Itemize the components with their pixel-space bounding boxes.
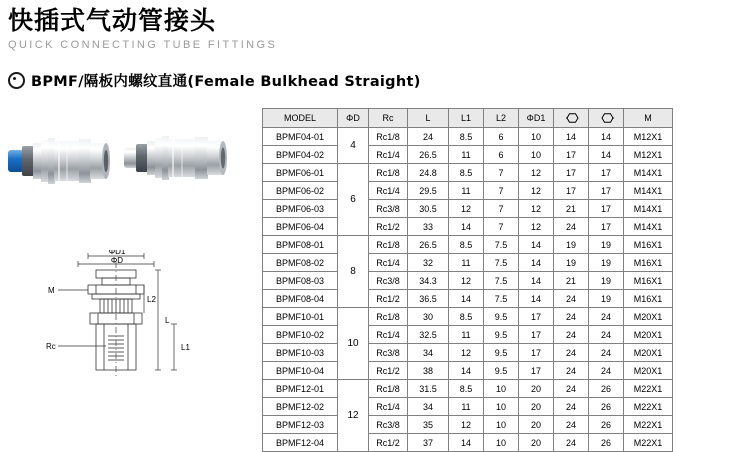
cell-l2: 10 xyxy=(484,380,519,398)
cell-l: 31.5 xyxy=(408,380,449,398)
cell-l1: 11 xyxy=(449,326,484,344)
col-header-d1: ΦD1 xyxy=(519,109,554,128)
cell-hex-2: 24 xyxy=(589,362,624,380)
cell-hex-1: 24 xyxy=(554,416,589,434)
cell-l1: 14 xyxy=(449,290,484,308)
cell-model: BPMF10-02 xyxy=(263,326,338,344)
cell-l: 33 xyxy=(408,218,449,236)
table-header-row xyxy=(263,109,673,128)
cell-hex-2: 17 xyxy=(589,200,624,218)
cell-l2: 10 xyxy=(484,416,519,434)
cell-hex-2: 24 xyxy=(589,344,624,362)
table-row xyxy=(263,380,673,398)
cell-hex-2: 24 xyxy=(589,326,624,344)
cell-hex-1: 24 xyxy=(554,218,589,236)
cell-od: 10 xyxy=(338,308,369,380)
cell-l1: 8.5 xyxy=(449,164,484,182)
cell-model: BPMF08-01 xyxy=(263,236,338,254)
cell-hex-2: 26 xyxy=(589,380,624,398)
cell-model: BPMF10-04 xyxy=(263,362,338,380)
bullet-circle-icon xyxy=(8,72,25,89)
cell-model: BPMF12-01 xyxy=(263,380,338,398)
cell-l2: 10 xyxy=(484,398,519,416)
cell-rc: Rc1/4 xyxy=(369,182,408,200)
cell-l: 34 xyxy=(408,398,449,416)
table-row xyxy=(263,416,673,434)
cell-rc: Rc1/8 xyxy=(369,164,408,182)
cell-od: 8 xyxy=(338,236,369,308)
cell-l: 24 xyxy=(408,128,449,146)
cell-l1: 12 xyxy=(449,416,484,434)
cell-l1: 14 xyxy=(449,434,484,452)
technical-drawing xyxy=(18,250,248,415)
col-header-l: L xyxy=(408,109,449,128)
cell-d1: 17 xyxy=(519,344,554,362)
cell-l1: 8.5 xyxy=(449,236,484,254)
cell-l2: 10 xyxy=(484,434,519,452)
cell-hex-1: 24 xyxy=(554,290,589,308)
technical-drawing-image xyxy=(18,250,248,415)
cell-l2: 7.5 xyxy=(484,236,519,254)
cell-hex-1: 17 xyxy=(554,146,589,164)
cell-l1: 12 xyxy=(449,272,484,290)
cell-hex-1: 24 xyxy=(554,326,589,344)
cell-l2: 6 xyxy=(484,128,519,146)
hex-icon-1 xyxy=(566,113,577,123)
cell-model: BPMF12-02 xyxy=(263,398,338,416)
cell-l1: 8.5 xyxy=(449,308,484,326)
cell-hex-1: 17 xyxy=(554,182,589,200)
cell-l: 37 xyxy=(408,434,449,452)
table-row xyxy=(263,398,673,416)
cell-d1: 20 xyxy=(519,434,554,452)
cell-l1: 8.5 xyxy=(449,380,484,398)
cell-d1: 20 xyxy=(519,380,554,398)
cell-d1: 10 xyxy=(519,146,554,164)
col-header-od: ΦD xyxy=(338,109,369,128)
cell-m: M12X1 xyxy=(624,146,673,164)
cell-hex-1: 14 xyxy=(554,128,589,146)
cell-rc: Rc1/4 xyxy=(369,326,408,344)
cell-l1: 11 xyxy=(449,398,484,416)
spec-table-container xyxy=(262,108,673,452)
cell-d1: 14 xyxy=(519,272,554,290)
cell-d1: 12 xyxy=(519,218,554,236)
cell-l: 32 xyxy=(408,254,449,272)
cell-l2: 7 xyxy=(484,164,519,182)
cell-rc: Rc1/8 xyxy=(369,308,408,326)
dim-label-m: M xyxy=(48,286,55,295)
cell-l: 26.5 xyxy=(408,236,449,254)
cell-model: BPMF08-04 xyxy=(263,290,338,308)
cell-m: M14X1 xyxy=(624,182,673,200)
cell-l1: 11 xyxy=(449,146,484,164)
table-row xyxy=(263,434,673,452)
cell-l2: 9.5 xyxy=(484,362,519,380)
cell-model: BPMF10-03 xyxy=(263,344,338,362)
section-heading-label: BPMF/隔板内螺纹直通(Female Bulkhead Straight) xyxy=(31,74,421,90)
cell-hex-2: 19 xyxy=(589,290,624,308)
cell-d1: 12 xyxy=(519,182,554,200)
cell-m: M16X1 xyxy=(624,254,673,272)
cell-hex-1: 21 xyxy=(554,272,589,290)
cell-od: 12 xyxy=(338,380,369,452)
cell-d1: 12 xyxy=(519,164,554,182)
cell-rc: Rc1/8 xyxy=(369,236,408,254)
col-header-m: M xyxy=(624,109,673,128)
cell-hex-1: 24 xyxy=(554,380,589,398)
table-row xyxy=(263,290,673,308)
cell-m: M14X1 xyxy=(624,200,673,218)
table-row xyxy=(263,182,673,200)
product-photo-image xyxy=(6,104,254,244)
cell-rc: Rc1/2 xyxy=(369,362,408,380)
col-header-rc: Rc xyxy=(369,109,408,128)
cell-l2: 7 xyxy=(484,182,519,200)
cell-l: 29.5 xyxy=(408,182,449,200)
product-photo xyxy=(6,104,254,244)
cell-l: 34 xyxy=(408,344,449,362)
cell-hex-1: 24 xyxy=(554,308,589,326)
cell-l2: 9.5 xyxy=(484,344,519,362)
cell-model: BPMF08-03 xyxy=(263,272,338,290)
cell-m: M16X1 xyxy=(624,290,673,308)
cell-model: BPMF06-03 xyxy=(263,200,338,218)
cell-hex-1: 24 xyxy=(554,398,589,416)
cell-od: 6 xyxy=(338,164,369,236)
cell-model: BPMF06-01 xyxy=(263,164,338,182)
cell-l: 24.8 xyxy=(408,164,449,182)
cell-m: M20X1 xyxy=(624,362,673,380)
table-row xyxy=(263,362,673,380)
cell-rc: Rc1/4 xyxy=(369,254,408,272)
table-row xyxy=(263,128,673,146)
cell-l2: 9.5 xyxy=(484,308,519,326)
cell-model: BPMF04-01 xyxy=(263,128,338,146)
dim-label-l1: L1 xyxy=(181,343,190,352)
cell-l1: 11 xyxy=(449,254,484,272)
cell-m: M16X1 xyxy=(624,272,673,290)
table-row xyxy=(263,200,673,218)
cell-l: 34.3 xyxy=(408,272,449,290)
cell-rc: Rc1/8 xyxy=(369,380,408,398)
cell-d1: 14 xyxy=(519,236,554,254)
cell-l2: 7.5 xyxy=(484,272,519,290)
cell-hex-2: 26 xyxy=(589,416,624,434)
page-subtitle-en: QUICK CONNECTING TUBE FITTINGS xyxy=(8,39,278,51)
cell-l1: 8.5 xyxy=(449,128,484,146)
table-row xyxy=(263,272,673,290)
cell-m: M22X1 xyxy=(624,416,673,434)
cell-m: M22X1 xyxy=(624,380,673,398)
cell-hex-1: 19 xyxy=(554,236,589,254)
cell-m: M20X1 xyxy=(624,308,673,326)
cell-od: 4 xyxy=(338,128,369,164)
cell-hex-2: 24 xyxy=(589,308,624,326)
hex-icon-2 xyxy=(601,113,612,123)
col-header-model: MODEL xyxy=(263,109,338,128)
cell-rc: Rc3/8 xyxy=(369,272,408,290)
cell-l2: 9.5 xyxy=(484,326,519,344)
table-row xyxy=(263,218,673,236)
spec-table xyxy=(262,108,673,452)
cell-hex-1: 24 xyxy=(554,344,589,362)
cell-l: 30 xyxy=(408,308,449,326)
cell-model: BPMF08-02 xyxy=(263,254,338,272)
col-header-l2: L2 xyxy=(484,109,519,128)
cell-rc: Rc1/2 xyxy=(369,218,408,236)
cell-rc: Rc3/8 xyxy=(369,344,408,362)
cell-m: M14X1 xyxy=(624,218,673,236)
cell-rc: Rc3/8 xyxy=(369,200,408,218)
page-header xyxy=(8,6,428,52)
cell-hex-2: 17 xyxy=(589,182,624,200)
cell-rc: Rc1/2 xyxy=(369,290,408,308)
cell-d1: 20 xyxy=(519,416,554,434)
cell-hex-2: 17 xyxy=(589,164,624,182)
cell-d1: 17 xyxy=(519,326,554,344)
table-body xyxy=(263,128,673,452)
cell-rc: Rc1/8 xyxy=(369,128,408,146)
col-header-hex-1 xyxy=(554,109,589,128)
cell-hex-2: 19 xyxy=(589,254,624,272)
cell-model: BPMF10-01 xyxy=(263,308,338,326)
cell-l1: 12 xyxy=(449,344,484,362)
dim-label-d1: ΦD1 xyxy=(108,250,126,256)
cell-rc: Rc1/2 xyxy=(369,434,408,452)
table-row xyxy=(263,236,673,254)
cell-hex-2: 26 xyxy=(589,434,624,452)
cell-l1: 11 xyxy=(449,182,484,200)
page-title: 快插式气动管接头 xyxy=(8,6,217,35)
cell-l2: 6 xyxy=(484,146,519,164)
cell-l2: 7.5 xyxy=(484,254,519,272)
table-row xyxy=(263,254,673,272)
cell-rc: Rc1/4 xyxy=(369,146,408,164)
cell-d1: 17 xyxy=(519,362,554,380)
cell-rc: Rc3/8 xyxy=(369,416,408,434)
cell-model: BPMF12-04 xyxy=(263,434,338,452)
cell-m: M16X1 xyxy=(624,236,673,254)
cell-m: M20X1 xyxy=(624,344,673,362)
table-row xyxy=(263,146,673,164)
cell-m: M12X1 xyxy=(624,128,673,146)
col-header-hex-2 xyxy=(589,109,624,128)
cell-l: 35 xyxy=(408,416,449,434)
table-row xyxy=(263,326,673,344)
cell-d1: 14 xyxy=(519,254,554,272)
table-row xyxy=(263,308,673,326)
cell-m: M14X1 xyxy=(624,164,673,182)
cell-hex-1: 24 xyxy=(554,434,589,452)
section-heading xyxy=(8,70,421,91)
cell-l: 30.5 xyxy=(408,200,449,218)
dim-label-l: L xyxy=(165,316,170,325)
cell-l1: 14 xyxy=(449,362,484,380)
cell-model: BPMF12-03 xyxy=(263,416,338,434)
cell-model: BPMF04-02 xyxy=(263,146,338,164)
cell-hex-1: 17 xyxy=(554,164,589,182)
cell-l2: 7 xyxy=(484,218,519,236)
cell-hex-2: 19 xyxy=(589,272,624,290)
cell-l: 26.5 xyxy=(408,146,449,164)
cell-l2: 7 xyxy=(484,200,519,218)
cell-hex-1: 21 xyxy=(554,200,589,218)
cell-rc: Rc1/4 xyxy=(369,398,408,416)
cell-l: 36.5 xyxy=(408,290,449,308)
cell-model: BPMF06-02 xyxy=(263,182,338,200)
cell-m: M20X1 xyxy=(624,326,673,344)
dim-label-rc: Rc xyxy=(46,342,56,351)
cell-l: 32.5 xyxy=(408,326,449,344)
table-row xyxy=(263,344,673,362)
cell-hex-2: 17 xyxy=(589,218,624,236)
cell-model: BPMF06-04 xyxy=(263,218,338,236)
cell-hex-1: 19 xyxy=(554,254,589,272)
cell-d1: 20 xyxy=(519,398,554,416)
cell-l1: 12 xyxy=(449,200,484,218)
cell-d1: 10 xyxy=(519,128,554,146)
cell-hex-2: 14 xyxy=(589,146,624,164)
cell-d1: 12 xyxy=(519,200,554,218)
cell-d1: 14 xyxy=(519,290,554,308)
cell-hex-2: 14 xyxy=(589,128,624,146)
cell-l1: 14 xyxy=(449,218,484,236)
cell-hex-2: 26 xyxy=(589,398,624,416)
dim-label-l2: L2 xyxy=(147,295,156,304)
col-header-l1: L1 xyxy=(449,109,484,128)
cell-hex-1: 24 xyxy=(554,362,589,380)
cell-hex-2: 19 xyxy=(589,236,624,254)
cell-d1: 17 xyxy=(519,308,554,326)
cell-l2: 7.5 xyxy=(484,290,519,308)
cell-m: M22X1 xyxy=(624,398,673,416)
dim-label-d: ΦD xyxy=(110,256,124,265)
table-row xyxy=(263,164,673,182)
cell-l: 38 xyxy=(408,362,449,380)
cell-m: M22X1 xyxy=(624,434,673,452)
